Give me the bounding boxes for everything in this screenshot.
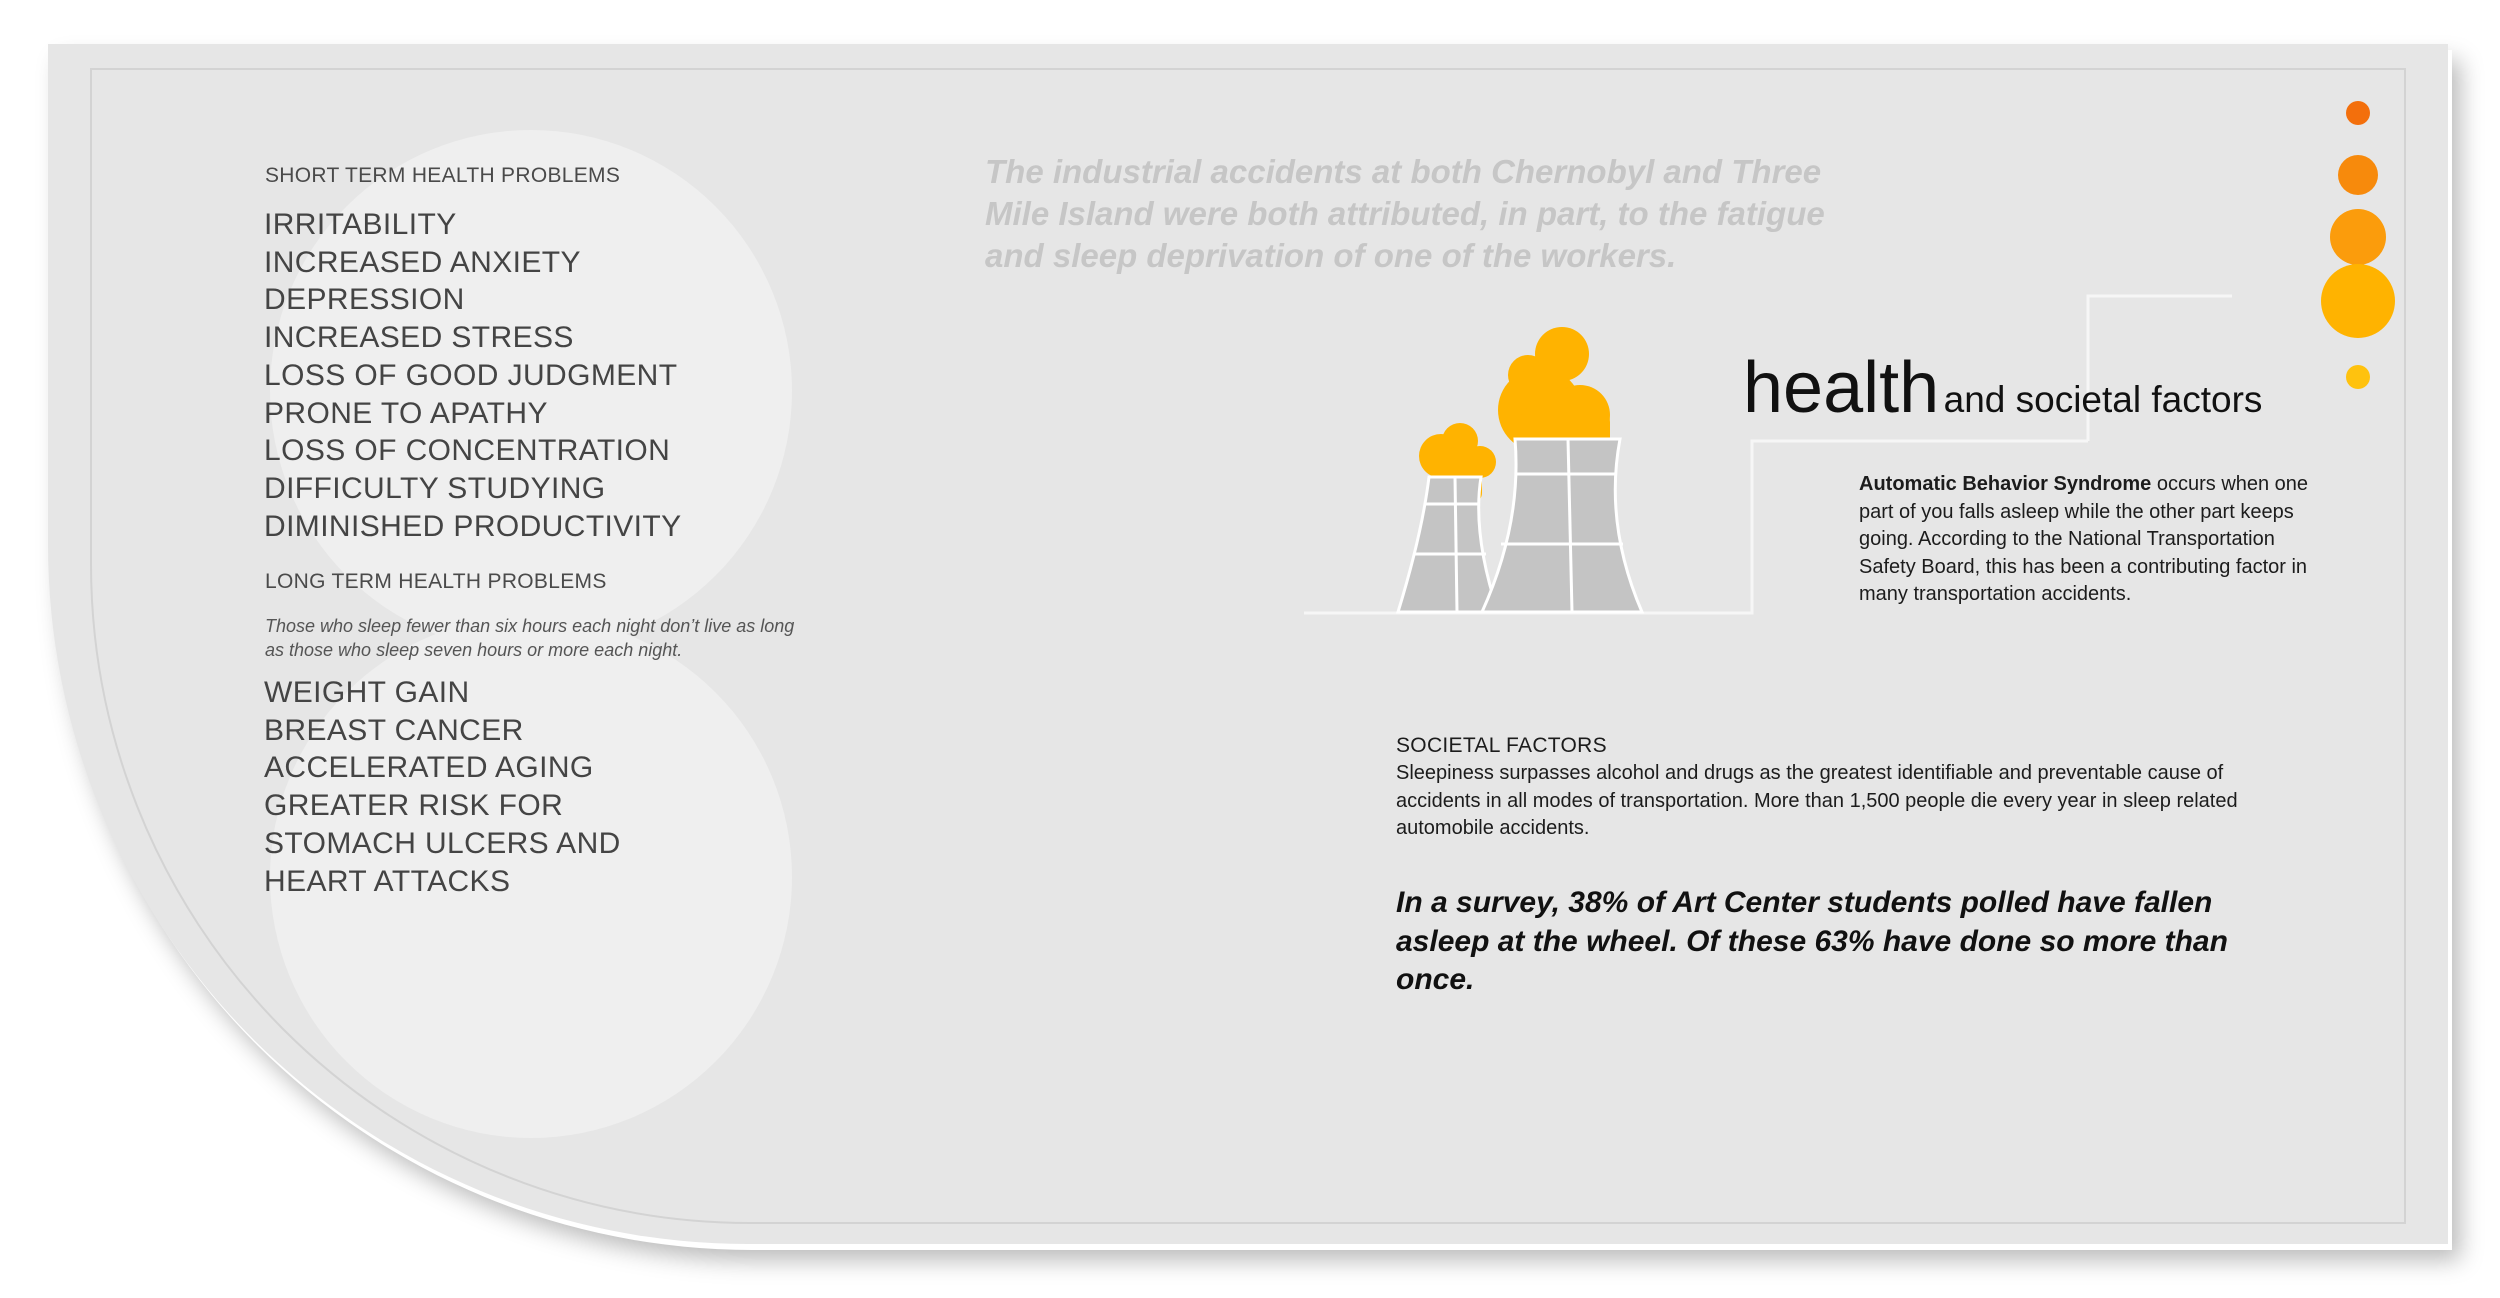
list-item: LOSS OF GOOD JUDGMENT bbox=[264, 358, 678, 392]
list-item: INCREASED STRESS bbox=[264, 321, 574, 355]
dot-icon bbox=[2346, 365, 2370, 389]
abs-paragraph bbox=[1859, 471, 2319, 609]
industrial-accidents-quote: The industrial accidents at both Chernobyl and Three Mile Island were both attributed, in part, to the fatigue and sleep deprivation of one of the workers. bbox=[985, 153, 1825, 274]
list-item: LOSS OF CONCENTRATION bbox=[264, 434, 671, 468]
list-item: ACCELERATED AGING bbox=[264, 751, 594, 785]
abs-term: Automatic Behavior Syndrome bbox=[1859, 473, 2152, 495]
societal-paragraph: Sleepiness surpasses alcohol and drugs as the greatest identifiable and preventable cause of accidents in all modes of transportation. More than 1,500 people die every year in sleep related automobile accidents. bbox=[1396, 762, 2238, 839]
dot-icon bbox=[2338, 155, 2378, 195]
long-term-note: Those who sleep fewer than six hours each night don’t live as long as those who sleep seven hours or more each night. bbox=[265, 616, 795, 660]
list-item: DIFFICULTY STUDYING bbox=[264, 471, 606, 505]
title-main-word: health bbox=[1743, 348, 1940, 428]
list-item: IRRITABILITY bbox=[264, 208, 457, 241]
cooling-towers-illustration bbox=[48, 44, 2448, 1244]
infographic-panel bbox=[48, 44, 2448, 1244]
list-item: INCREASED ANXIETY bbox=[264, 245, 581, 279]
title-subtitle: and societal factors bbox=[1943, 379, 2263, 420]
list-item: WEIGHT GAIN bbox=[264, 676, 470, 709]
list-item: DIMINISHED PRODUCTIVITY bbox=[264, 509, 682, 543]
decorative-dots bbox=[2306, 84, 2406, 444]
list-item: DEPRESSION bbox=[264, 283, 465, 317]
list-item: HEART ATTACKS bbox=[264, 864, 511, 898]
dot-icon bbox=[2346, 101, 2370, 125]
societal-heading: SOCIETAL FACTORS bbox=[1396, 734, 1607, 757]
list-item: STOMACH ULCERS AND bbox=[264, 826, 621, 860]
short-term-heading: SHORT TERM HEALTH PROBLEMS bbox=[265, 164, 621, 187]
dot-icon bbox=[2321, 264, 2395, 338]
list-item: PRONE TO APATHY bbox=[264, 396, 548, 430]
small-tower-icon bbox=[1398, 477, 1498, 612]
list-item: GREATER RISK FOR bbox=[264, 789, 564, 823]
page-title bbox=[1743, 347, 2262, 429]
large-tower-icon bbox=[1482, 439, 1642, 612]
dot-icon bbox=[2330, 209, 2386, 265]
list-item: BREAST CANCER bbox=[264, 713, 524, 747]
abs-text: occurs when one part of you falls asleep while the other part keeps going. According to the National Transportation Safety Board, this has been a contributing factor in many transportation accidents. bbox=[1859, 473, 2309, 605]
survey-quote: In a survey, 38% of Art Center students polled have fallen asleep at the wheel. Of these 63% have done so more than once. bbox=[1396, 886, 2228, 996]
long-term-heading: LONG TERM HEALTH PROBLEMS bbox=[265, 570, 607, 593]
